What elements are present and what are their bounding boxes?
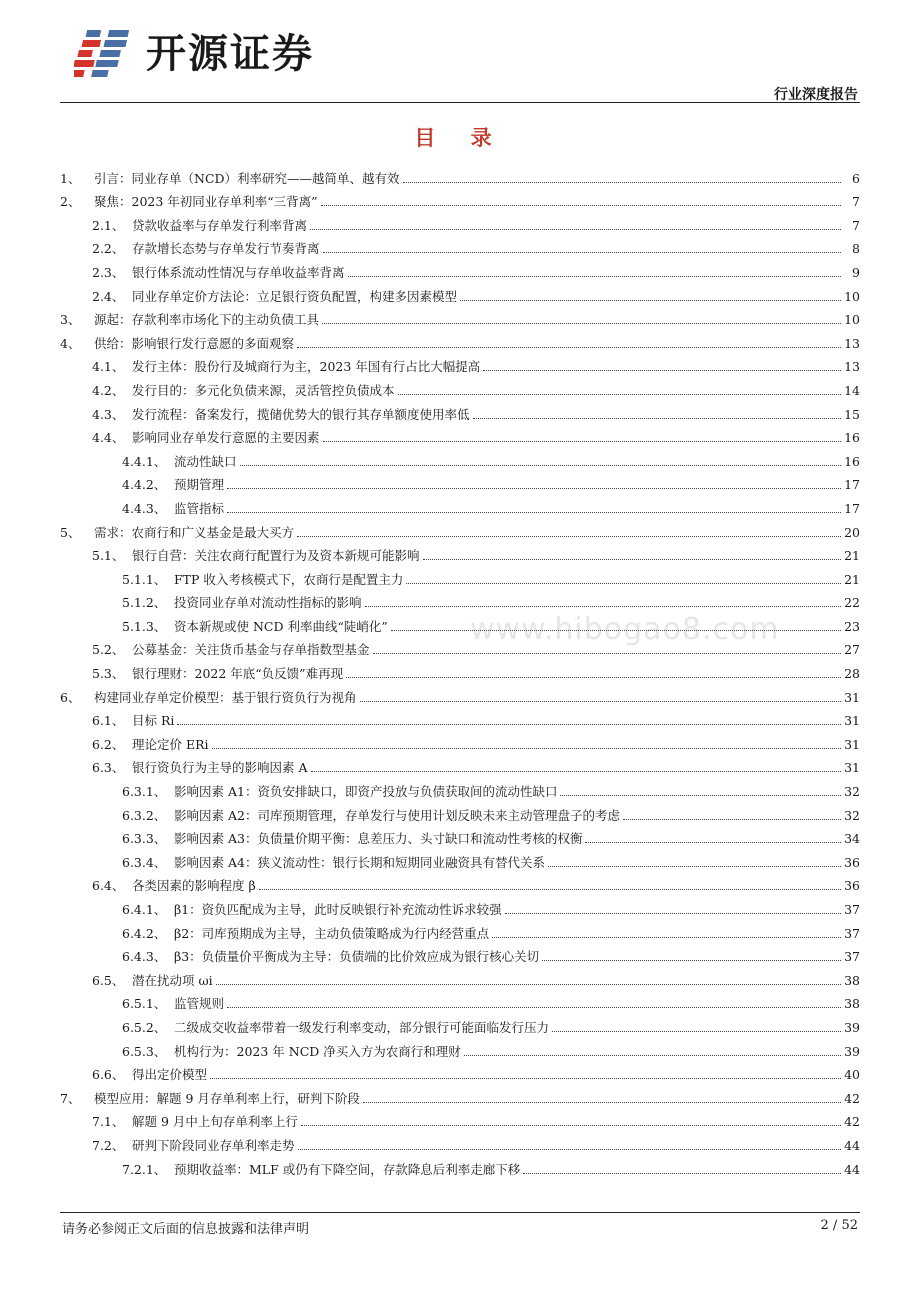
- report-type-label: 行业深度报告: [774, 87, 858, 103]
- toc-entry-page: 42: [844, 1090, 860, 1106]
- footer-divider: [60, 1212, 860, 1213]
- toc-entry-page: 38: [844, 996, 860, 1012]
- toc-entry-title: 研判下阶段同业存单利率走势: [132, 1137, 295, 1153]
- toc-entry-page: 44: [844, 1137, 860, 1153]
- toc-dot-leader: [483, 370, 841, 371]
- toc-entry[interactable]: [60, 305, 860, 329]
- toc-entry[interactable]: [60, 1107, 860, 1131]
- toc-entry-page: 10: [844, 312, 860, 328]
- toc-entry-title: FTP 收入考核模式下，农商行是配置主力: [174, 571, 404, 587]
- toc-dot-leader: [297, 536, 841, 537]
- toc-entry[interactable]: [60, 281, 860, 305]
- toc-entry-number: 5.1.2、: [122, 595, 167, 611]
- toc-entry-number: 3、: [60, 312, 81, 328]
- toc-entry[interactable]: [60, 446, 860, 470]
- brand-name: 开源证券: [146, 31, 314, 77]
- toc-dot-leader: [177, 724, 841, 725]
- toc-entry-title: 解题 9 月中上旬存单利率上行: [132, 1114, 298, 1130]
- toc-entry-number: 6.5.1、: [122, 996, 167, 1012]
- toc-entry-page: 7: [852, 194, 860, 210]
- toc-entry-title: 影响因素 A2：司库预期管理，存单发行与使用计划反映未来主动管理盘子的考虑: [174, 807, 620, 823]
- toc-entry[interactable]: [60, 564, 860, 588]
- toc-entry-title: 贷款收益率与存单发行利率背离: [132, 217, 308, 233]
- toc-entry-page: 23: [844, 618, 860, 634]
- toc-entry-number: 6.3.1、: [122, 784, 167, 800]
- toc-entry[interactable]: [60, 847, 860, 871]
- toc-entry-title: 构建同业存单定价模型：基于银行资负行为视角: [94, 689, 357, 705]
- toc-entry[interactable]: [60, 163, 860, 187]
- toc-dot-leader: [240, 465, 841, 466]
- toc-entry-title: 存款增长态势与存单发行节奏背离: [132, 241, 320, 257]
- toc-entry-page: 16: [844, 453, 860, 469]
- toc-entry-page: 21: [844, 571, 860, 587]
- toc-dot-leader: [365, 606, 841, 607]
- toc-entry-title: 预期管理: [174, 477, 225, 493]
- toc-entry-number: 4.4、: [92, 430, 125, 446]
- toc-entry-number: 6.3.4、: [122, 854, 167, 870]
- toc-entry-page: 31: [844, 689, 860, 705]
- toc-entry-title: 监管指标: [174, 500, 225, 516]
- toc-entry-title: 监管规则: [174, 996, 225, 1012]
- toc-dot-leader: [310, 229, 841, 230]
- footer-disclaimer: 请务必参阅正文后面的信息披露和法律声明: [62, 1222, 310, 1237]
- toc-entry-page: 6: [852, 170, 860, 186]
- toc-entry-page: 31: [844, 713, 860, 729]
- toc-entry[interactable]: [60, 423, 860, 447]
- toc-entry-title: β3：负债量价平衡成为主导：负债端的比价效应成为银行核心关切: [174, 949, 540, 965]
- toc-entry[interactable]: [60, 682, 860, 706]
- toc-entry-number: 2.3、: [92, 264, 125, 280]
- toc-dot-leader: [406, 583, 841, 584]
- toc-entry-page: 44: [844, 1161, 860, 1177]
- toc-entry[interactable]: [60, 1130, 860, 1154]
- toc-dot-leader: [523, 1173, 841, 1174]
- toc-entry-title: 影响因素 A3：负债量价期平衡：息差压力、头寸缺口和流动性考核的权衡: [174, 831, 583, 847]
- header-divider: [60, 102, 860, 103]
- toc-entry-number: 4、: [60, 335, 81, 351]
- toc-entry-page: 16: [844, 430, 860, 446]
- toc-entry-number: 7.2、: [92, 1137, 125, 1153]
- toc-entry-page: 38: [844, 972, 860, 988]
- toc-entry-title: 流动性缺口: [174, 453, 237, 469]
- table-of-contents: [60, 163, 860, 1178]
- toc-dot-leader: [210, 1078, 841, 1079]
- toc-entry-number: 6.5.3、: [122, 1043, 167, 1059]
- toc-entry[interactable]: [60, 399, 860, 423]
- toc-entry[interactable]: [60, 942, 860, 966]
- toc-entry-number: 6.5、: [92, 972, 125, 988]
- toc-entry-page: 31: [844, 760, 860, 776]
- toc-entry-title: 发行流程：备案发行，揽储优势大的银行其存单额度使用率低: [132, 406, 470, 422]
- toc-entry-title: 聚焦：2023 年初同业存单利率“三背离”: [94, 194, 318, 210]
- toc-entry[interactable]: [60, 257, 860, 281]
- toc-dot-leader: [311, 771, 841, 772]
- toc-entry-title: 影响同业存单发行意愿的主要因素: [132, 430, 320, 446]
- toc-entry-number: 5.1.1、: [122, 571, 167, 587]
- toc-entry[interactable]: [60, 894, 860, 918]
- toc-dot-leader: [216, 984, 841, 985]
- toc-entry-page: 22: [844, 595, 860, 611]
- toc-entry-page: 36: [844, 854, 860, 870]
- toc-entry[interactable]: [60, 729, 860, 753]
- toc-dot-leader: [492, 937, 841, 938]
- toc-entry-number: 2、: [60, 194, 81, 210]
- toc-entry[interactable]: [60, 706, 860, 730]
- toc-entry[interactable]: [60, 965, 860, 989]
- brand-logo: [74, 26, 314, 82]
- toc-dot-leader: [473, 418, 841, 419]
- toc-entry[interactable]: [60, 753, 860, 777]
- toc-entry[interactable]: [60, 1036, 860, 1060]
- toc-entry-title: 预期收益率：MLF 或仍有下降空间，存款降息后利率走廊下移: [174, 1161, 521, 1177]
- toc-dot-leader: [212, 748, 841, 749]
- toc-entry-number: 6、: [60, 689, 81, 705]
- toc-entry-page: 10: [844, 288, 860, 304]
- toc-entry[interactable]: [60, 918, 860, 942]
- toc-entry[interactable]: [60, 210, 860, 234]
- toc-entry[interactable]: [60, 800, 860, 824]
- toc-entry[interactable]: [60, 658, 860, 682]
- toc-entry-page: 17: [844, 500, 860, 516]
- toc-dot-leader: [322, 323, 841, 324]
- toc-dot-leader: [623, 819, 841, 820]
- toc-entry-title: 影响因素 A4：狭义流动性：银行长期和短期同业融资具有替代关系: [174, 854, 545, 870]
- toc-entry-title: β1：资负匹配成为主导，此时反映银行补充流动性诉求较强: [174, 902, 502, 917]
- toc-entry-title: 二级成交收益率带着一级发行利率变动，部分银行可能面临发行压力: [174, 1019, 550, 1035]
- toc-entry-number: 6.4、: [92, 878, 125, 894]
- toc-entry[interactable]: [60, 1012, 860, 1036]
- toc-entry-page: 32: [844, 784, 860, 800]
- toc-entry-title: 同业存单定价方法论：立足银行资负配置，构建多因素模型: [132, 288, 458, 304]
- toc-dot-leader: [464, 1055, 841, 1056]
- toc-entry-number: 7.1、: [92, 1114, 125, 1130]
- toc-entry-title: 理论定价 ERi: [132, 736, 209, 752]
- toc-entry-number: 6.4.2、: [122, 925, 167, 941]
- toc-entry-page: 15: [844, 406, 860, 422]
- toc-entry-number: 2.4、: [92, 288, 125, 304]
- toc-entry-page: 20: [844, 524, 860, 540]
- toc-entry-title: 机构行为：2023 年 NCD 净买入方为农商行和理财: [174, 1043, 461, 1059]
- toc-entry[interactable]: [60, 824, 860, 848]
- toc-entry-number: 6.3.2、: [122, 807, 167, 823]
- toc-entry[interactable]: [60, 375, 860, 399]
- toc-entry[interactable]: [60, 1083, 860, 1107]
- toc-entry-title: 投资同业存单对流动性指标的影响: [174, 595, 362, 611]
- toc-entry-title: 各类因素的影响程度 β: [132, 878, 256, 894]
- toc-entry-number: 6.3、: [92, 760, 125, 776]
- toc-entry-number: 5.2、: [92, 642, 125, 658]
- toc-entry-number: 4.4.1、: [122, 453, 167, 469]
- toc-dot-leader: [227, 512, 841, 513]
- toc-entry-number: 6.6、: [92, 1067, 125, 1083]
- toc-entry-page: 32: [844, 807, 860, 823]
- toc-entry-title: 潜在扰动项 ωi: [132, 972, 213, 988]
- toc-entry[interactable]: [60, 328, 860, 352]
- toc-entry-title: 引言：同业存单（NCD）利率研究——越简单、越有效: [94, 170, 400, 186]
- toc-dot-leader: [548, 866, 841, 867]
- toc-entry[interactable]: [60, 871, 860, 895]
- toc-entry-title: 供给：影响银行发行意愿的多面观察: [94, 335, 295, 351]
- toc-entry-page: 27: [844, 642, 860, 658]
- toc-entry-number: 4.1、: [92, 359, 125, 375]
- toc-dot-leader: [423, 559, 841, 560]
- toc-entry-title: 得出定价模型: [132, 1067, 208, 1083]
- toc-dot-leader: [227, 488, 841, 489]
- toc-entry-number: 5.3、: [92, 666, 125, 682]
- toc-entry-number: 5、: [60, 524, 81, 540]
- toc-entry-number: 4.2、: [92, 382, 125, 398]
- toc-entry-number: 2.2、: [92, 241, 125, 257]
- toc-entry-number: 4.3、: [92, 406, 125, 422]
- toc-entry-title: 需求：农商行和广义基金是最大买方: [94, 524, 295, 540]
- toc-dot-leader: [560, 795, 841, 796]
- toc-entry-title: 发行目的：多元化负债来源，灵活管控负债成本: [132, 382, 395, 398]
- toc-entry-title: 源起：存款利率市场化下的主动负债工具: [94, 312, 320, 328]
- toc-entry-number: 5.1.3、: [122, 618, 167, 634]
- toc-entry-number: 7、: [60, 1090, 81, 1106]
- toc-entry-page: 17: [844, 477, 860, 493]
- toc-entry[interactable]: [60, 635, 860, 659]
- toc-entry[interactable]: [60, 588, 860, 612]
- toc-dot-leader: [259, 889, 841, 890]
- toc-entry[interactable]: [60, 234, 860, 258]
- toc-entry-page: 7: [852, 217, 860, 233]
- toc-entry-number: 4.4.2、: [122, 477, 167, 493]
- toc-entry[interactable]: [60, 541, 860, 565]
- toc-entry-page: 42: [844, 1114, 860, 1130]
- toc-entry-title: 资本新规或使 NCD 利率曲线“陡峭化”: [174, 618, 388, 634]
- toc-entry-number: 6.3.3、: [122, 831, 167, 847]
- toc-entry[interactable]: [60, 187, 860, 211]
- toc-entry-page: 37: [844, 902, 860, 917]
- toc-entry[interactable]: [60, 352, 860, 376]
- toc-entry-number: 6.4.1、: [122, 902, 167, 917]
- toc-dot-leader: [585, 842, 841, 843]
- toc-dot-leader: [298, 1149, 841, 1150]
- toc-entry-number: 5.1、: [92, 548, 125, 564]
- toc-entry-page: 31: [844, 736, 860, 752]
- toc-dot-leader: [391, 630, 841, 631]
- toc-entry-title: 影响因素 A1：资负安排缺口，即资产投放与负债获取间的流动性缺口: [174, 784, 558, 800]
- toc-dot-leader: [346, 677, 841, 678]
- toc-entry-number: 1、: [60, 170, 81, 186]
- toc-entry-title: 发行主体：股份行及城商行为主，2023 年国有行占比大幅提高: [132, 359, 481, 375]
- toc-entry-page: 13: [844, 359, 860, 375]
- toc-entry-number: 4.4.3、: [122, 500, 167, 516]
- toc-entry[interactable]: [60, 493, 860, 517]
- toc-entry-page: 40: [844, 1067, 860, 1083]
- toc-dot-leader: [398, 394, 841, 395]
- page-number: 2 / 52: [820, 1218, 858, 1233]
- toc-entry-title: 银行资负行为主导的影响因素 A: [132, 760, 308, 776]
- toc-entry[interactable]: [60, 611, 860, 635]
- toc-entry-page: 9: [852, 264, 860, 280]
- toc-entry[interactable]: [60, 776, 860, 800]
- toc-dot-leader: [505, 913, 841, 914]
- toc-dot-leader: [321, 205, 841, 206]
- toc-entry-page: 28: [844, 666, 860, 682]
- toc-entry[interactable]: [60, 989, 860, 1013]
- toc-entry-number: 2.1、: [92, 217, 125, 233]
- toc-entry-page: 37: [844, 949, 860, 965]
- toc-entry[interactable]: [60, 1154, 860, 1178]
- toc-entry-title: β2：司库预期成为主导，主动负债策略成为行内经营重点: [174, 925, 490, 941]
- toc-entry[interactable]: [60, 470, 860, 494]
- toc-entry-title: 银行理财：2022 年底“负反馈”难再现: [132, 666, 344, 682]
- toc-entry-page: 21: [844, 548, 860, 564]
- toc-entry-title: 银行体系流动性情况与存单收益率背离: [132, 264, 345, 280]
- toc-entry-title: 模型应用：解题 9 月存单利率上行，研判下阶段: [94, 1090, 360, 1106]
- toc-entry-page: 14: [844, 382, 860, 398]
- toc-title: 目 录: [414, 125, 506, 150]
- toc-dot-leader: [363, 1102, 841, 1103]
- toc-dot-leader: [460, 300, 841, 301]
- toc-entry-title: 公募基金：关注货币基金与存单指数型基金: [132, 642, 370, 658]
- toc-dot-leader: [360, 701, 841, 702]
- toc-dot-leader: [542, 960, 841, 961]
- toc-dot-leader: [552, 1031, 841, 1032]
- toc-dot-leader: [323, 252, 841, 253]
- toc-entry-number: 6.5.2、: [122, 1019, 167, 1035]
- toc-dot-leader: [227, 1007, 841, 1008]
- toc-entry-page: 39: [844, 1019, 860, 1035]
- toc-dot-leader: [348, 276, 841, 277]
- toc-entry-title: 目标 Ri: [132, 713, 175, 729]
- brand-logo-mark-icon: [74, 26, 138, 82]
- toc-entry-page: 36: [844, 878, 860, 894]
- toc-dot-leader: [297, 347, 841, 348]
- toc-dot-leader: [373, 653, 841, 654]
- toc-dot-leader: [403, 182, 841, 183]
- toc-entry[interactable]: [60, 517, 860, 541]
- toc-entry-page: 8: [852, 241, 860, 257]
- toc-entry-page: 37: [844, 925, 860, 941]
- toc-entry-number: 7.2.1、: [122, 1161, 167, 1177]
- toc-entry-title: 银行自营：关注农商行配置行为及资本新规可能影响: [132, 548, 420, 564]
- toc-entry-page: 13: [844, 335, 860, 351]
- watermark: www.hibogao8.com: [470, 612, 780, 647]
- toc-dot-leader: [323, 441, 841, 442]
- toc-dot-leader: [301, 1125, 841, 1126]
- toc-entry-number: 6.4.3、: [122, 949, 167, 965]
- toc-entry-number: 6.1、: [92, 713, 125, 729]
- toc-entry-page: 34: [844, 831, 860, 847]
- toc-entry[interactable]: [60, 1060, 860, 1084]
- toc-entry-page: 39: [844, 1043, 860, 1059]
- toc-entry-number: 6.2、: [92, 736, 125, 752]
